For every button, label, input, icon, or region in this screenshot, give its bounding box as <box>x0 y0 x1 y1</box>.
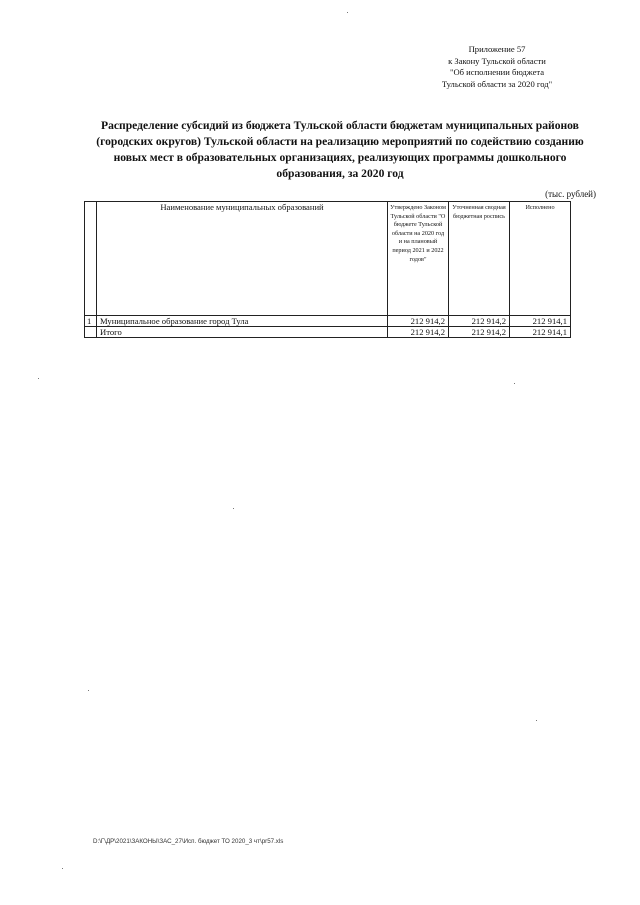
title-line: Распределение субсидий из бюджета Тульской области бюджетам муниципальных районов <box>101 119 579 132</box>
subsidy-table <box>84 201 571 338</box>
row-number: 1 <box>85 316 97 327</box>
title-line: образования, за 2020 год <box>276 167 404 180</box>
appendix-note <box>400 44 594 90</box>
scan-speck <box>62 868 63 869</box>
appendix-line: Приложение 57 <box>468 44 526 54</box>
scan-speck <box>88 690 89 691</box>
scan-speck <box>347 12 348 13</box>
total-refined: 212 914,2 <box>449 327 510 338</box>
header-name: Наименование муниципальных образований <box>97 202 388 316</box>
units-label: (тыс. рублей) <box>545 189 596 199</box>
total-number-cell <box>85 327 97 338</box>
appendix-line: Тульской области за 2020 год" <box>441 78 553 89</box>
header-executed: Исполнено <box>510 202 571 316</box>
row-approved: 212 914,2 <box>388 316 449 327</box>
table-header-row <box>85 202 571 316</box>
total-approved: 212 914,2 <box>388 327 449 338</box>
total-executed: 212 914,1 <box>510 327 571 338</box>
row-executed: 212 914,1 <box>510 316 571 327</box>
file-path-footer: D:\Г\ДР\2021\ЗАКОНЫ\ЗАС_27\Исп. бюджет ТО 2020_3 чт\pr57.xls <box>93 838 284 845</box>
document-title <box>70 118 610 182</box>
row-name: Муниципальное образование город Тула <box>97 316 388 327</box>
header-number-cell <box>85 202 97 316</box>
header-approved: Утверждено Законом Тульской области "О бюджете Тульской области на 2020 год и на плановый период 2021 и 2022 годов" <box>388 202 449 316</box>
scan-speck <box>514 383 515 384</box>
table-row <box>85 316 571 327</box>
scan-speck <box>38 378 39 379</box>
table-total-row <box>85 327 571 338</box>
appendix-line: к Закону Тульской области <box>448 55 546 66</box>
header-refined: Уточненная сводная бюджетная роспись <box>449 202 510 316</box>
scan-speck <box>233 508 234 509</box>
row-refined: 212 914,2 <box>449 316 510 327</box>
appendix-line: "Об исполнении бюджета <box>449 67 545 77</box>
title-line: (городских округов) Тульской области на реализацию мероприятий по содействию созданию <box>96 135 584 148</box>
total-name: Итого <box>97 327 388 338</box>
title-line: новых мест в образовательных организациях, реализующих программы дошкольного <box>113 151 567 164</box>
scan-speck <box>536 720 537 721</box>
